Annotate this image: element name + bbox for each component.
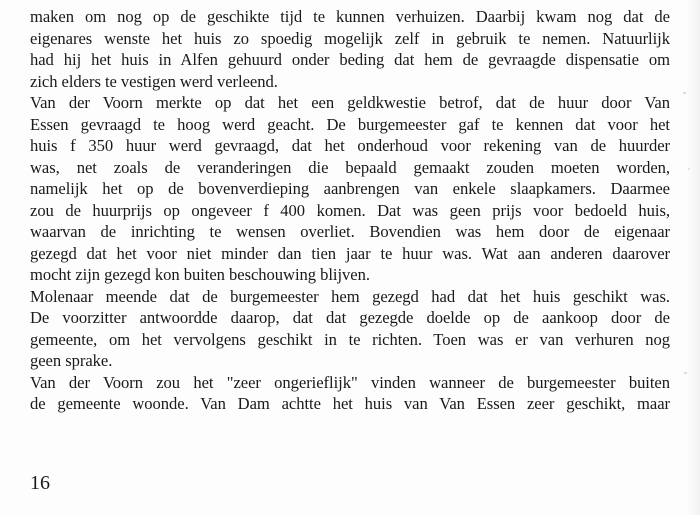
text-line: zich elders te vestigen werd verleend. xyxy=(30,71,278,91)
text-line: Molenaar meende dat de burgemeester hem gezegd had dat het huis geschikt was. xyxy=(30,286,670,306)
text-line: Van der Voorn zou het "zeer ongerieflijk" vinden wanneer de burgemeester buiten xyxy=(30,372,670,392)
text-line: gemeente, om het vervolgens geschikt in te richten. Toen was er van verhuren nog xyxy=(30,329,670,349)
scan-speck xyxy=(688,168,690,170)
body-text xyxy=(30,6,670,415)
page-number: 16 xyxy=(30,472,50,494)
text-line: de gemeente woonde. Van Dam achtte het huis van Van Essen zeer geschikt, maar xyxy=(30,394,670,413)
text-line: Van der Voorn merkte op dat het een geldkwestie betrof, dat de huur door Van xyxy=(30,93,670,112)
text-line: Essen gevraagd te hoog werd geacht. De burgemeester gaf te kennen dat voor het xyxy=(30,114,670,134)
text-line: was, net zoals de veranderingen die bepaald gemaakt zouden moeten worden, xyxy=(30,157,670,177)
text-line: geen sprake. xyxy=(30,351,113,370)
text-line: waarvan de inrichting te wensen overliet. Bovendien was hem door de eigenaar xyxy=(30,222,670,241)
text-line: maken om nog op de geschikte tijd te kunnen verhuizen. Daarbij kwam nog dat de xyxy=(30,7,670,26)
text-line: zou de huurprijs op ongeveer f 400 komen. Dat was geen prijs voor bedoeld huis, xyxy=(30,200,670,220)
text-line: mocht zijn gezegd kon buiten beschouwing blijven. xyxy=(30,265,370,284)
text-line: namelijk het op de bovenverdieping aanbrengen van enkele slaapkamers. Daarmee xyxy=(30,179,670,198)
text-line: huis f 350 huur werd gevraagd, dat het onderhoud voor rekening van de huurder xyxy=(30,136,670,155)
text-line: eigenares wenste het huis zo spoedig mogelijk zelf in gebruik te nemen. Natuurlijk xyxy=(30,28,670,48)
text-line: gezegd dat het voor niet minder dan tien jaar te huur was. Wat aan anderen daarover xyxy=(30,243,670,263)
text-line: De voorzitter antwoordde daarop, dat dat gezegde doelde op de aankoop door de xyxy=(30,308,670,327)
scan-speck xyxy=(683,92,686,94)
scan-speck xyxy=(684,372,687,374)
scan-edge-shading xyxy=(686,0,700,515)
text-line: had hij het huis in Alfen gehuurd onder beding dat hem de gevraagde dispensatie om xyxy=(30,50,670,69)
